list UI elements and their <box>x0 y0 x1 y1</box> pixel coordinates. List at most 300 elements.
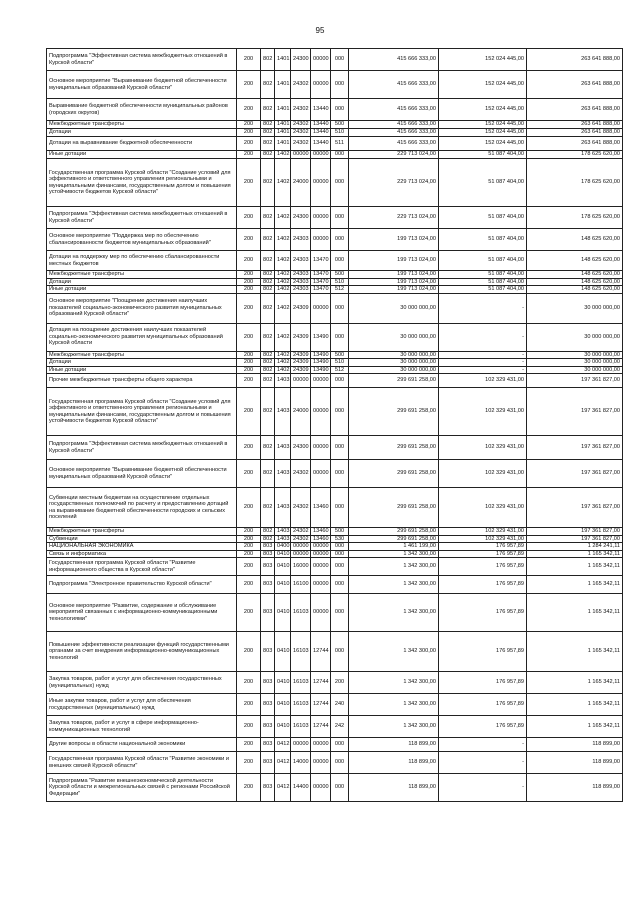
amount-2-cell: - <box>439 351 527 359</box>
row-name-cell: Основное мероприятие "Развитие, содержание и обслуживание мероприятий связанных с информационно-коммуникационными технологиями" <box>47 594 237 632</box>
expense-type-cell: 000 <box>331 576 349 594</box>
amount-3-cell: 263 641 888,00 <box>527 137 623 151</box>
expense-type-cell: 530 <box>331 535 349 543</box>
target-article-cell: 24302 <box>291 460 311 488</box>
target-article-cell: 24302 <box>291 71 311 99</box>
expense-type-cell: 240 <box>331 694 349 716</box>
amount-3-cell: 1 284 241,11 <box>527 543 623 551</box>
table-body <box>47 49 623 802</box>
target-article-cell: 14400 <box>291 774 311 802</box>
amount-2-cell: - <box>439 366 527 374</box>
expense-type-cell: 000 <box>331 543 349 551</box>
grbs-code-cell: 200 <box>237 550 261 558</box>
amount-3-cell: 197 361 827,00 <box>527 535 623 543</box>
target-direction-cell: 13490 <box>311 366 331 374</box>
table-row <box>47 207 623 229</box>
section-code-cell: 802 <box>261 323 275 351</box>
amount-2-cell: 51 087 404,00 <box>439 159 527 207</box>
amount-1-cell: 199 713 024,00 <box>349 286 439 294</box>
amount-3-cell: 1 165 342,11 <box>527 594 623 632</box>
amount-1-cell: 299 691 258,00 <box>349 374 439 388</box>
row-name-cell: Закупка товаров, работ и услуг для обеспечения государственных (муниципальных) нужд <box>47 672 237 694</box>
subsection-code-cell: 1402 <box>275 323 291 351</box>
grbs-code-cell: 200 <box>237 436 261 460</box>
amount-1-cell: 1 342 300,00 <box>349 694 439 716</box>
amount-1-cell: 118 899,00 <box>349 752 439 774</box>
row-name-cell: Повышение эффективности реализации функций государственными органами за счет внедрения информационно-коммуникационных технологий <box>47 632 237 672</box>
target-direction-cell: 00000 <box>311 594 331 632</box>
expense-type-cell: 000 <box>331 374 349 388</box>
expense-type-cell: 500 <box>331 528 349 536</box>
row-name-cell: Субвенции местным бюджетам на осуществление отдельных государственных полномочий по расчету и предоставлению дотаций на выравнивание бюджетной обеспеченности городских и сельских поселений <box>47 488 237 528</box>
amount-2-cell: 152 024 445,00 <box>439 49 527 71</box>
amount-3-cell: 263 641 888,00 <box>527 71 623 99</box>
target-article-cell: 00000 <box>291 543 311 551</box>
amount-1-cell: 199 713 024,00 <box>349 271 439 279</box>
amount-1-cell: 229 713 024,00 <box>349 151 439 159</box>
section-code-cell: 802 <box>261 488 275 528</box>
table-row <box>47 716 623 738</box>
target-direction-cell: 00000 <box>311 558 331 576</box>
amount-1-cell: 415 666 333,00 <box>349 121 439 129</box>
subsection-code-cell: 1401 <box>275 137 291 151</box>
expense-type-cell: 000 <box>331 207 349 229</box>
grbs-code-cell: 200 <box>237 576 261 594</box>
target-article-cell: 16103 <box>291 632 311 672</box>
target-article-cell: 16000 <box>291 558 311 576</box>
target-article-cell: 24303 <box>291 286 311 294</box>
amount-3-cell: 148 625 620,00 <box>527 251 623 271</box>
table-row <box>47 137 623 151</box>
target-article-cell: 24309 <box>291 359 311 367</box>
section-code-cell: 803 <box>261 738 275 752</box>
expense-type-cell: 200 <box>331 672 349 694</box>
target-direction-cell: 13490 <box>311 323 331 351</box>
subsection-code-cell: 1402 <box>275 351 291 359</box>
row-name-cell: Выравнивание бюджетной обеспеченности муниципальных районов (городских округов) <box>47 99 237 121</box>
grbs-code-cell: 200 <box>237 271 261 279</box>
table-row <box>47 558 623 576</box>
section-code-cell: 802 <box>261 286 275 294</box>
section-code-cell: 803 <box>261 558 275 576</box>
row-name-cell: Дотация на поощрение достижения наилучших показателей социально-экономического развития муниципальных образований Курской области <box>47 323 237 351</box>
amount-2-cell: 152 024 445,00 <box>439 121 527 129</box>
grbs-code-cell: 200 <box>237 323 261 351</box>
amount-3-cell: 197 361 827,00 <box>527 388 623 436</box>
target-direction-cell: 00000 <box>311 229 331 251</box>
amount-3-cell: 263 641 888,00 <box>527 99 623 121</box>
amount-2-cell: 51 087 404,00 <box>439 151 527 159</box>
section-code-cell: 803 <box>261 672 275 694</box>
amount-2-cell: - <box>439 359 527 367</box>
amount-1-cell: 299 691 258,00 <box>349 488 439 528</box>
amount-3-cell: 30 000 000,00 <box>527 323 623 351</box>
row-name-cell: Связь и информатика <box>47 550 237 558</box>
row-name-cell: Межбюджетные трансферты <box>47 121 237 129</box>
amount-1-cell: 299 691 258,00 <box>349 388 439 436</box>
amount-1-cell: 1 342 300,00 <box>349 550 439 558</box>
subsection-code-cell: 0410 <box>275 576 291 594</box>
expense-type-cell: 000 <box>331 323 349 351</box>
target-direction-cell: 00000 <box>311 49 331 71</box>
row-name-cell: Основное мероприятие "Поощрение достижения наилучших показателей социально-экономического развития муниципальных образований Курской области" <box>47 293 237 323</box>
subsection-code-cell: 1402 <box>275 271 291 279</box>
target-direction-cell: 13470 <box>311 286 331 294</box>
target-article-cell: 24300 <box>291 207 311 229</box>
amount-2-cell: 176 957,89 <box>439 558 527 576</box>
grbs-code-cell: 200 <box>237 293 261 323</box>
section-code-cell: 803 <box>261 752 275 774</box>
amount-3-cell: 1 165 342,11 <box>527 576 623 594</box>
target-article-cell: 00000 <box>291 550 311 558</box>
target-direction-cell: 12744 <box>311 632 331 672</box>
subsection-code-cell: 0410 <box>275 672 291 694</box>
amount-2-cell: 102 329 431,00 <box>439 460 527 488</box>
grbs-code-cell: 200 <box>237 151 261 159</box>
row-name-cell: Подпрограмма "Эффективная система межбюджетных отношений в Курской области" <box>47 49 237 71</box>
target-article-cell: 00000 <box>291 738 311 752</box>
amount-2-cell: 176 957,89 <box>439 576 527 594</box>
section-code-cell: 802 <box>261 293 275 323</box>
row-name-cell: Подпрограмма "Электронное правительство Курской области" <box>47 576 237 594</box>
amount-3-cell: 1 165 342,11 <box>527 694 623 716</box>
subsection-code-cell: 1402 <box>275 278 291 286</box>
target-direction-cell: 00000 <box>311 207 331 229</box>
row-name-cell: Подпрограмма "Эффективная система межбюджетных отношений в Курской области" <box>47 207 237 229</box>
amount-1-cell: 199 713 024,00 <box>349 229 439 251</box>
expense-type-cell: 000 <box>331 436 349 460</box>
target-article-cell: 24302 <box>291 99 311 121</box>
target-article-cell: 24303 <box>291 251 311 271</box>
amount-1-cell: 1 342 300,00 <box>349 716 439 738</box>
section-code-cell: 802 <box>261 151 275 159</box>
amount-1-cell: 299 691 258,00 <box>349 528 439 536</box>
row-name-cell: Подпрограмма "Развитие внешнеэкономической деятельности Курской области и межрегиональных связей с регионами Российской Федерации" <box>47 774 237 802</box>
amount-2-cell: - <box>439 752 527 774</box>
amount-2-cell: 51 087 404,00 <box>439 271 527 279</box>
row-name-cell: Прочие межбюджетные трансферты общего характера <box>47 374 237 388</box>
section-code-cell: 802 <box>261 436 275 460</box>
subsection-code-cell: 1402 <box>275 151 291 159</box>
section-code-cell: 802 <box>261 278 275 286</box>
amount-3-cell: 148 625 620,00 <box>527 229 623 251</box>
table-row <box>47 271 623 279</box>
amount-2-cell: - <box>439 774 527 802</box>
amount-3-cell: 30 000 000,00 <box>527 359 623 367</box>
grbs-code-cell: 200 <box>237 366 261 374</box>
table-row <box>47 752 623 774</box>
amount-1-cell: 1 461 199,00 <box>349 543 439 551</box>
row-name-cell: Дотации на поддержку мер по обеспечению сбалансированности местных бюджетов <box>47 251 237 271</box>
target-direction-cell: 00000 <box>311 576 331 594</box>
subsection-code-cell: 1402 <box>275 286 291 294</box>
expense-type-cell: 000 <box>331 159 349 207</box>
table-row <box>47 99 623 121</box>
expense-type-cell: 512 <box>331 366 349 374</box>
grbs-code-cell: 200 <box>237 672 261 694</box>
table-row <box>47 286 623 294</box>
table-row <box>47 359 623 367</box>
subsection-code-cell: 1402 <box>275 293 291 323</box>
grbs-code-cell: 200 <box>237 121 261 129</box>
amount-3-cell: 1 165 342,11 <box>527 550 623 558</box>
target-direction-cell: 13440 <box>311 137 331 151</box>
amount-3-cell: 197 361 827,00 <box>527 374 623 388</box>
amount-3-cell: 1 165 342,11 <box>527 558 623 576</box>
row-name-cell: Подпрограмма "Эффективная система межбюджетных отношений в Курской области" <box>47 436 237 460</box>
subsection-code-cell: 1402 <box>275 159 291 207</box>
target-direction-cell: 00000 <box>311 752 331 774</box>
table-row <box>47 594 623 632</box>
table-row <box>47 576 623 594</box>
target-direction-cell: 00000 <box>311 159 331 207</box>
table-row <box>47 323 623 351</box>
expense-type-cell: 000 <box>331 738 349 752</box>
row-name-cell: Иные дотации <box>47 151 237 159</box>
row-name-cell: Государственная программа Курской области "Развитие экономики и внешних связей Курской области" <box>47 752 237 774</box>
amount-1-cell: 1 342 300,00 <box>349 558 439 576</box>
subsection-code-cell: 1402 <box>275 251 291 271</box>
grbs-code-cell: 200 <box>237 388 261 436</box>
target-article-cell: 16103 <box>291 716 311 738</box>
row-name-cell: Дотации <box>47 278 237 286</box>
expense-type-cell: 000 <box>331 488 349 528</box>
amount-3-cell: 148 625 620,00 <box>527 286 623 294</box>
subsection-code-cell: 0410 <box>275 550 291 558</box>
table-row <box>47 528 623 536</box>
target-article-cell: 24309 <box>291 293 311 323</box>
row-name-cell: Другие вопросы в области национальной экономики <box>47 738 237 752</box>
target-article-cell: 16103 <box>291 594 311 632</box>
target-article-cell: 24303 <box>291 229 311 251</box>
page-number: 95 <box>315 26 325 35</box>
target-direction-cell: 12744 <box>311 672 331 694</box>
section-code-cell: 802 <box>261 99 275 121</box>
grbs-code-cell: 200 <box>237 278 261 286</box>
section-code-cell: 803 <box>261 543 275 551</box>
amount-1-cell: 30 000 000,00 <box>349 351 439 359</box>
target-direction-cell: 13440 <box>311 121 331 129</box>
section-code-cell: 803 <box>261 632 275 672</box>
expense-type-cell: 000 <box>331 151 349 159</box>
grbs-code-cell: 200 <box>237 488 261 528</box>
target-article-cell: 24300 <box>291 436 311 460</box>
expense-type-cell: 000 <box>331 71 349 99</box>
table-row <box>47 738 623 752</box>
target-article-cell: 16103 <box>291 694 311 716</box>
grbs-code-cell: 200 <box>237 351 261 359</box>
target-direction-cell: 13470 <box>311 251 331 271</box>
grbs-code-cell: 200 <box>237 137 261 151</box>
subsection-code-cell: 0400 <box>275 543 291 551</box>
subsection-code-cell: 0410 <box>275 716 291 738</box>
target-direction-cell: 13460 <box>311 535 331 543</box>
expense-type-cell: 000 <box>331 460 349 488</box>
grbs-code-cell: 200 <box>237 359 261 367</box>
section-code-cell: 802 <box>261 229 275 251</box>
expense-type-cell: 000 <box>331 388 349 436</box>
subsection-code-cell: 1403 <box>275 436 291 460</box>
target-direction-cell: 00000 <box>311 460 331 488</box>
budget-table <box>46 48 623 802</box>
section-code-cell: 802 <box>261 359 275 367</box>
amount-2-cell: 152 024 445,00 <box>439 129 527 137</box>
amount-2-cell: 176 957,89 <box>439 672 527 694</box>
section-code-cell: 802 <box>261 528 275 536</box>
table-row <box>47 535 623 543</box>
subsection-code-cell: 1401 <box>275 99 291 121</box>
expense-type-cell: 242 <box>331 716 349 738</box>
amount-2-cell: 102 329 431,00 <box>439 436 527 460</box>
amount-2-cell: 102 329 431,00 <box>439 535 527 543</box>
target-direction-cell: 13460 <box>311 528 331 536</box>
amount-1-cell: 415 666 333,00 <box>349 71 439 99</box>
expense-type-cell: 512 <box>331 286 349 294</box>
section-code-cell: 803 <box>261 550 275 558</box>
target-direction-cell: 00000 <box>311 543 331 551</box>
table-row <box>47 293 623 323</box>
subsection-code-cell: 0410 <box>275 694 291 716</box>
section-code-cell: 802 <box>261 159 275 207</box>
amount-1-cell: 30 000 000,00 <box>349 323 439 351</box>
amount-1-cell: 118 899,00 <box>349 774 439 802</box>
amount-1-cell: 1 342 300,00 <box>349 672 439 694</box>
section-code-cell: 802 <box>261 207 275 229</box>
grbs-code-cell: 200 <box>237 558 261 576</box>
amount-2-cell: 51 087 404,00 <box>439 278 527 286</box>
section-code-cell: 802 <box>261 49 275 71</box>
row-name-cell: Государственная программа Курской области "Развитие информационного общества в Курской области" <box>47 558 237 576</box>
subsection-code-cell: 1402 <box>275 359 291 367</box>
section-code-cell: 802 <box>261 535 275 543</box>
grbs-code-cell: 200 <box>237 286 261 294</box>
grbs-code-cell: 200 <box>237 129 261 137</box>
amount-1-cell: 415 666 333,00 <box>349 49 439 71</box>
amount-1-cell: 199 713 024,00 <box>349 251 439 271</box>
expense-type-cell: 000 <box>331 752 349 774</box>
table-row <box>47 488 623 528</box>
amount-2-cell: 176 957,89 <box>439 694 527 716</box>
target-direction-cell: 13490 <box>311 359 331 367</box>
row-name-cell: Закупка товаров, работ и услуг в сфере информационно-коммуникационных технологий <box>47 716 237 738</box>
amount-1-cell: 1 342 300,00 <box>349 576 439 594</box>
amount-3-cell: 148 625 620,00 <box>527 278 623 286</box>
amount-1-cell: 30 000 000,00 <box>349 293 439 323</box>
grbs-code-cell: 200 <box>237 460 261 488</box>
target-direction-cell: 00000 <box>311 293 331 323</box>
amount-2-cell: 51 087 404,00 <box>439 207 527 229</box>
amount-3-cell: 30 000 000,00 <box>527 366 623 374</box>
table-row <box>47 251 623 271</box>
target-article-cell: 24302 <box>291 488 311 528</box>
amount-2-cell: - <box>439 293 527 323</box>
amount-2-cell: 51 087 404,00 <box>439 286 527 294</box>
target-direction-cell: 00000 <box>311 151 331 159</box>
amount-2-cell: 102 329 431,00 <box>439 374 527 388</box>
grbs-code-cell: 200 <box>237 159 261 207</box>
target-article-cell: 24309 <box>291 351 311 359</box>
target-direction-cell: 12744 <box>311 716 331 738</box>
target-direction-cell: 00000 <box>311 738 331 752</box>
table-row <box>47 229 623 251</box>
grbs-code-cell: 200 <box>237 49 261 71</box>
subsection-code-cell: 0412 <box>275 774 291 802</box>
amount-2-cell: 176 957,89 <box>439 716 527 738</box>
section-code-cell: 802 <box>261 251 275 271</box>
subsection-code-cell: 1401 <box>275 49 291 71</box>
section-code-cell: 803 <box>261 594 275 632</box>
row-name-cell: Межбюджетные трансферты <box>47 528 237 536</box>
subsection-code-cell: 1401 <box>275 121 291 129</box>
target-article-cell: 24302 <box>291 137 311 151</box>
target-direction-cell: 13440 <box>311 129 331 137</box>
target-direction-cell: 00000 <box>311 388 331 436</box>
row-name-cell: Основное мероприятие "Выравнивание бюджетной обеспеченности муниципальных образований Курской области" <box>47 460 237 488</box>
amount-2-cell: 51 087 404,00 <box>439 229 527 251</box>
section-code-cell: 802 <box>261 129 275 137</box>
section-code-cell: 802 <box>261 351 275 359</box>
row-name-cell: Государственная программа Курской области "Создание условий для эффективного и ответственного управления региональными и муниципальными финансами, государственным долгом и повышения устойчивости бюджетов Курской области" <box>47 388 237 436</box>
target-article-cell: 24000 <box>291 159 311 207</box>
expense-type-cell: 500 <box>331 271 349 279</box>
subsection-code-cell: 1403 <box>275 374 291 388</box>
table-row <box>47 388 623 436</box>
row-name-cell: Межбюджетные трансферты <box>47 271 237 279</box>
row-name-cell: Дотации на выравнивание бюджетной обеспеченности <box>47 137 237 151</box>
amount-2-cell: 176 957,89 <box>439 543 527 551</box>
table-row <box>47 351 623 359</box>
table-row <box>47 543 623 551</box>
row-name-cell: Основное мероприятие "Выравнивание бюджетной обеспеченности муниципальных образований Курской области" <box>47 71 237 99</box>
table-row <box>47 159 623 207</box>
target-direction-cell: 13460 <box>311 488 331 528</box>
subsection-code-cell: 0410 <box>275 594 291 632</box>
target-article-cell: 24302 <box>291 535 311 543</box>
target-direction-cell: 00000 <box>311 436 331 460</box>
amount-3-cell: 197 361 827,00 <box>527 488 623 528</box>
expense-type-cell: 000 <box>331 229 349 251</box>
amount-3-cell: 1 165 342,11 <box>527 672 623 694</box>
grbs-code-cell: 200 <box>237 251 261 271</box>
table-row <box>47 550 623 558</box>
target-article-cell: 24309 <box>291 366 311 374</box>
section-code-cell: 803 <box>261 716 275 738</box>
amount-3-cell: 1 165 342,11 <box>527 632 623 672</box>
grbs-code-cell: 200 <box>237 207 261 229</box>
amount-2-cell: 152 024 445,00 <box>439 99 527 121</box>
amount-3-cell: 263 641 888,00 <box>527 49 623 71</box>
target-article-cell: 24302 <box>291 129 311 137</box>
expense-type-cell: 500 <box>331 121 349 129</box>
target-article-cell: 24000 <box>291 388 311 436</box>
target-article-cell: 24309 <box>291 323 311 351</box>
amount-3-cell: 148 625 620,00 <box>527 271 623 279</box>
amount-1-cell: 229 713 024,00 <box>349 207 439 229</box>
grbs-code-cell: 200 <box>237 774 261 802</box>
grbs-code-cell: 200 <box>237 374 261 388</box>
target-direction-cell: 00000 <box>311 374 331 388</box>
table-row <box>47 774 623 802</box>
amount-1-cell: 30 000 000,00 <box>349 366 439 374</box>
target-article-cell: 24303 <box>291 278 311 286</box>
subsection-code-cell: 1403 <box>275 528 291 536</box>
expense-type-cell: 510 <box>331 129 349 137</box>
grbs-code-cell: 200 <box>237 71 261 99</box>
amount-1-cell: 199 713 024,00 <box>349 278 439 286</box>
section-code-cell: 802 <box>261 121 275 129</box>
table-row <box>47 366 623 374</box>
amount-3-cell: 263 641 888,00 <box>527 129 623 137</box>
